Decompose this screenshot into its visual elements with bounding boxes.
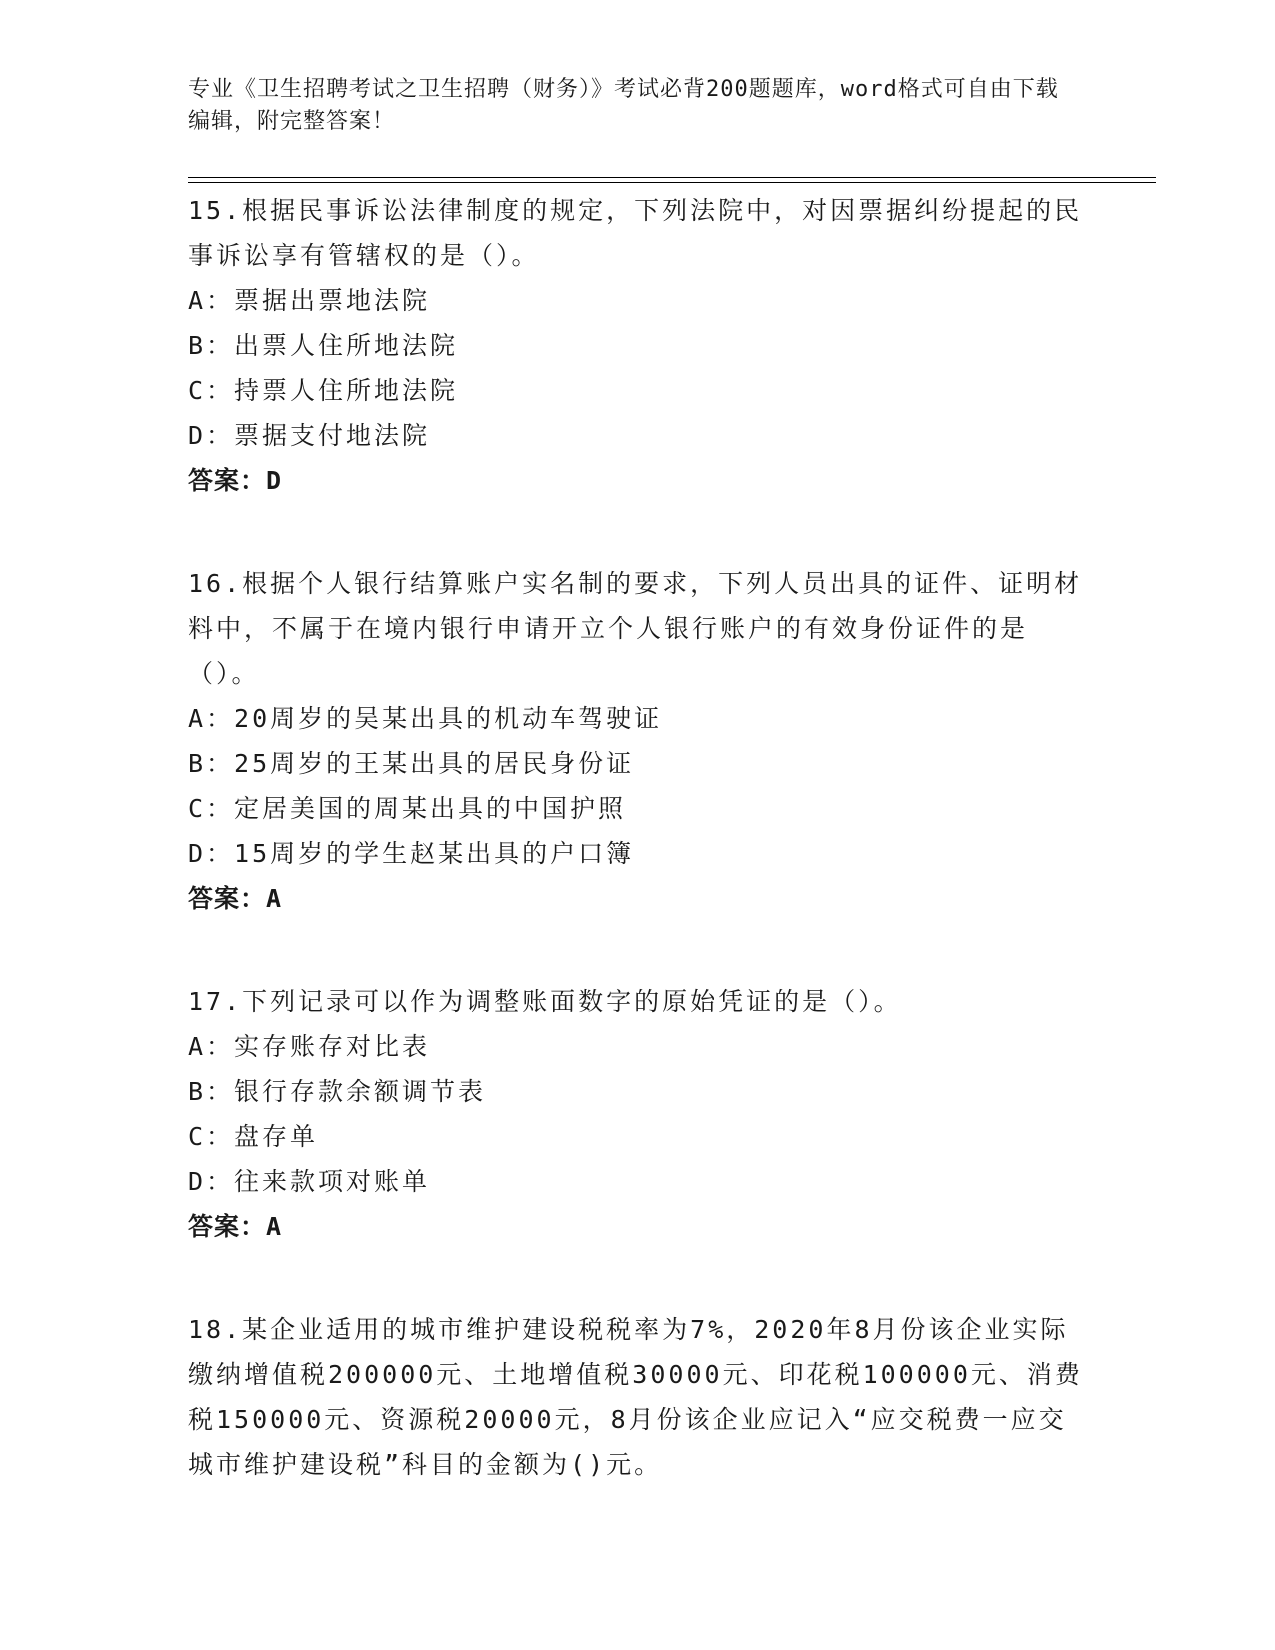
question-stem: 17.下列记录可以作为调整账面数字的原始凭证的是（）。 [188, 987, 902, 1016]
option-b: B：25周岁的王某出具的居民身份证 [188, 749, 635, 778]
option-a: A：实存账存对比表 [188, 1032, 431, 1061]
answer-label: 答案： [188, 466, 267, 495]
question-18 [188, 1307, 1088, 1487]
question-17 [188, 979, 1088, 1249]
question-stem: 18.某企业适用的城市维护建设税税率为7%，2020年8月份该企业实际缴纳增值税200000元、土地增值税30000元、印花税100000元、消费税150000元、资源税20000元，8月份该企业应记入“应交税费一应交城市维护建设税”科目的金额为()元。 [188, 1315, 1083, 1479]
option-a: A：20周岁的吴某出具的机动车驾驶证 [188, 704, 663, 733]
option-c: C：盘存单 [188, 1122, 319, 1151]
answer-line [188, 1204, 1088, 1249]
answer-line [188, 458, 1088, 503]
answer-line [188, 876, 1088, 921]
option-d: D：往来款项对账单 [188, 1167, 431, 1196]
option-b: B：出票人住所地法院 [188, 331, 459, 360]
header-divider-secondary [188, 182, 1156, 183]
answer-value: A [266, 884, 283, 913]
header-divider [188, 177, 1156, 178]
option-c: C：持票人住所地法院 [188, 376, 459, 405]
answer-value: D [266, 466, 283, 495]
answer-value: A [266, 1212, 283, 1241]
option-d: D：15周岁的学生赵某出具的户口簿 [188, 839, 635, 868]
question-stem: 15.根据民事诉讼法律制度的规定，下列法院中，对因票据纠纷提起的民事诉讼享有管辖权的是（）。 [188, 196, 1083, 270]
option-b: B：银行存款余额调节表 [188, 1077, 487, 1106]
option-a: A：票据出票地法院 [188, 286, 431, 315]
option-d: D：票据支付地法院 [188, 421, 431, 450]
question-list [188, 188, 1088, 1545]
answer-label: 答案： [188, 884, 267, 913]
question-stem: 16.根据个人银行结算账户实名制的要求，下列人员出具的证件、证明材料中，不属于在境内银行申请开立个人银行账户的有效身份证件的是（）。 [188, 569, 1083, 688]
question-16 [188, 561, 1088, 921]
page-header: 专业《卫生招聘考试之卫生招聘（财务）》考试必背200题题库，word格式可自由下载编辑，附完整答案！ [188, 77, 1059, 134]
answer-label: 答案： [188, 1212, 267, 1241]
option-c: C：定居美国的周某出具的中国护照 [188, 794, 627, 823]
question-15 [188, 188, 1088, 503]
